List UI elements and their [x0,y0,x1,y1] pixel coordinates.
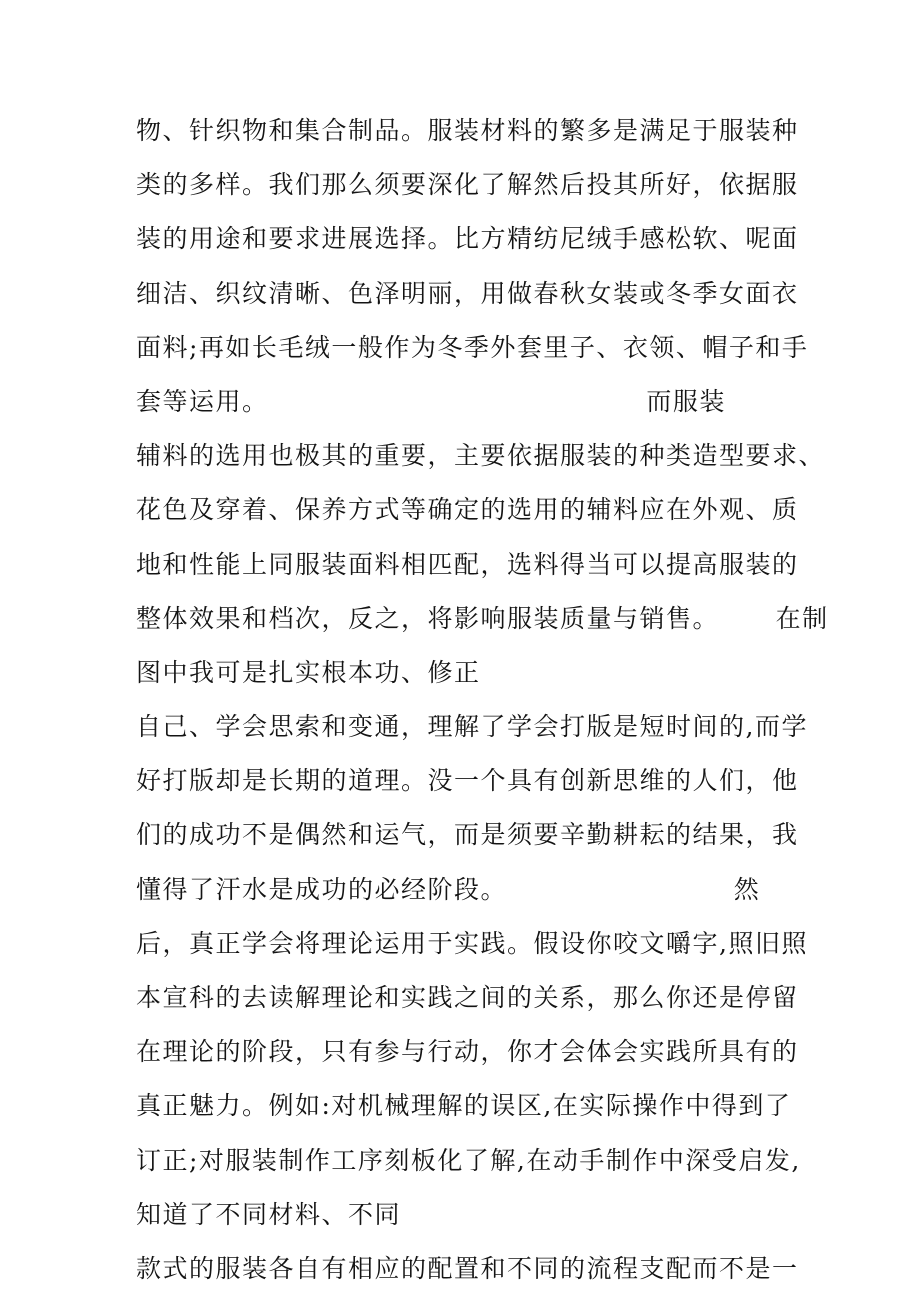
text-line: 在理论的阶段，只有参与行动，你才会体会实践所具有的 [136,1037,799,1067]
text-line: 地和性能上同服装面料相匹配，选料得当可以提高服装的 [136,549,799,579]
body-text [136,104,829,1296]
text-line: 后，真正学会将理论运用于实践。假设你咬文嚼字,照旧照 [136,928,808,958]
text-line: 订正;对服装制作工序刻板化了解,在动手制作中深受启发, [136,1145,801,1175]
text-line: 知道了不同材料、不同 [136,1199,402,1229]
text-line: 装的用途和要求进展选择。比方精纺尼绒手感松软、呢面 [136,224,799,254]
text-line: 好打版却是长期的道理。没一个具有创新思维的人们，他 [136,766,799,796]
text-line: 辅料的选用也极其的重要，主要依据服装的种类造型要求、 [136,441,826,471]
text-line: 类的多样。我们那么须要深化了解然后投其所好，依据服 [136,170,799,200]
text-line: 细洁、织纹清晰、色泽明丽，用做春秋女装或冬季女面衣 [136,278,799,308]
text-line: 图中我可是扎实根本功、修正 [136,657,481,687]
text-line: 真正魅力。例如:对机械理解的误区,在实际操作中得到了 [136,1091,792,1121]
text-line: 们的成功不是偶然和运气，而是须要辛勤耕耘的结果，我 [136,820,799,850]
text-line: 款式的服装各自有相应的配置和不同的流程支配而不是一 [136,1253,799,1283]
text-line: 懂得了汗水是成功的必经阶段。 然 [136,874,761,904]
text-line: 自己、学会思索和变通，理解了学会打版是短时间的,而学 [136,712,808,742]
text-line: 物、针织物和集合制品。服装材料的繁多是满足于服装种 [136,116,799,145]
text-line: 本宣科的去读解理论和实践之间的关系，那么你还是停留 [136,983,799,1012]
text-line: 套等运用。 而服装 [136,386,726,416]
text-line: 面料;再如长毛绒一般作为冬季外套里子、衣领、帽子和手 [136,332,809,362]
text-line: 整体效果和档次，反之，将影响服装质量与销售。 在制 [136,603,829,633]
text-line: 花色及穿着、保养方式等确定的选用的辅料应在外观、质 [136,495,799,525]
